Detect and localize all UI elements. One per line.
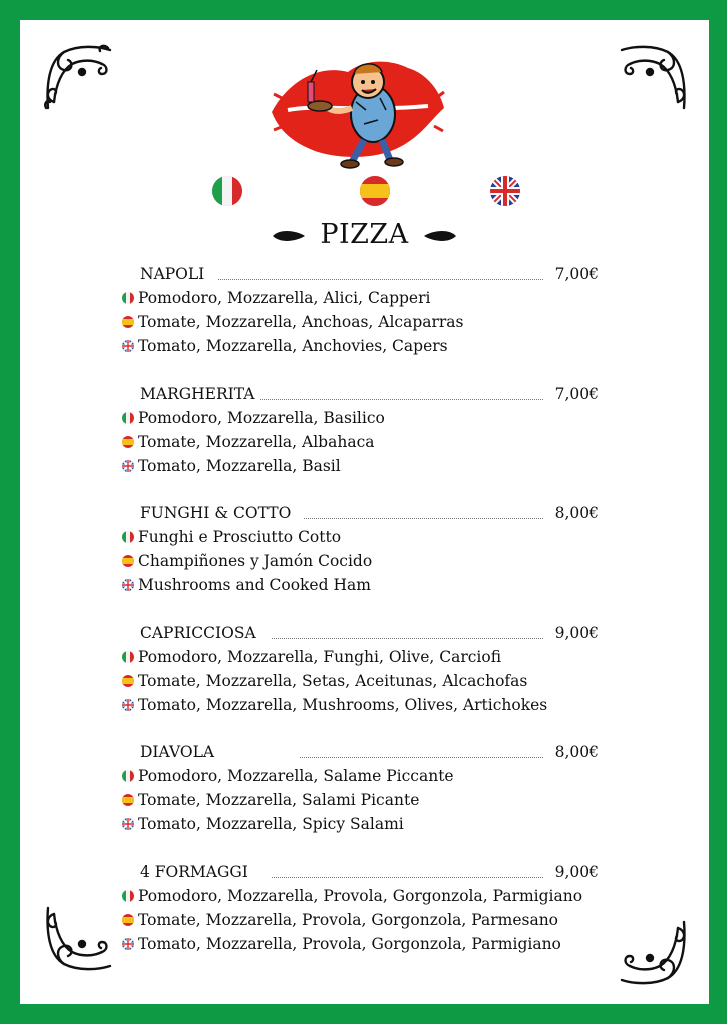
desc-italian: Pomodoro, Mozzarella, Funghi, Olive, Carciofi bbox=[138, 647, 502, 666]
spain-flag-icon bbox=[122, 794, 134, 806]
uk-flag-icon bbox=[122, 460, 134, 472]
desc-spanish: Tomate, Mozzarella, Salami Picante bbox=[138, 791, 420, 809]
desc-italian: Pomodoro, Mozzarella, Basilico bbox=[138, 408, 385, 427]
desc-spanish: Champiñones y Jamón Cocido bbox=[138, 552, 373, 570]
leader-dots bbox=[304, 516, 543, 519]
spain-flag-icon bbox=[122, 555, 134, 567]
italy-flag-icon bbox=[122, 531, 134, 543]
item-name: MARGHERITA bbox=[140, 382, 256, 406]
menu-item bbox=[120, 860, 605, 980]
leader-dots bbox=[218, 277, 543, 280]
desc-english: Tomato, Mozzarella, Spicy Salami bbox=[138, 815, 404, 833]
menu-item bbox=[120, 621, 605, 741]
uk-flag-icon bbox=[122, 579, 134, 591]
uk-flag-icon bbox=[122, 340, 134, 352]
desc-spanish: Tomate, Mozzarella, Provola, Gorgonzola, Parmesano bbox=[138, 910, 559, 929]
italy-flag-icon bbox=[122, 770, 134, 782]
corner-flourish-icon bbox=[618, 916, 690, 988]
uk-flag-icon bbox=[122, 699, 134, 711]
item-price: 9,00€ bbox=[554, 862, 599, 881]
italy-flag-icon bbox=[122, 412, 134, 424]
italy-flag-icon bbox=[122, 890, 134, 902]
desc-italian: Pomodoro, Mozzarella, Alici, Capperi bbox=[138, 289, 431, 307]
desc-italian: Funghi e Prosciutto Cotto bbox=[138, 528, 342, 546]
desc-spanish: Tomate, Mozzarella, Setas, Aceitunas, Alcachofas bbox=[138, 671, 528, 690]
item-price: 7,00€ bbox=[554, 265, 599, 283]
menu-item bbox=[120, 740, 605, 860]
desc-english: Tomato, Mozzarella, Anchovies, Capers bbox=[138, 337, 448, 355]
pizza-menu-list bbox=[120, 262, 605, 979]
corner-flourish-icon bbox=[618, 42, 690, 114]
corner-flourish-icon bbox=[42, 42, 114, 114]
pizza-mascot-icon bbox=[268, 42, 446, 170]
section-title bbox=[20, 218, 709, 252]
uk-flag-icon[interactable] bbox=[490, 176, 520, 206]
desc-italian: Pomodoro, Mozzarella, Provola, Gorgonzola, Parmigiano bbox=[138, 886, 583, 905]
leader-dots bbox=[300, 755, 543, 758]
section-title-text: PIZZA bbox=[320, 219, 409, 250]
item-price: 9,00€ bbox=[554, 623, 599, 642]
item-name: 4 FORMAGGI bbox=[140, 860, 250, 884]
italy-flag-icon[interactable] bbox=[212, 176, 242, 206]
desc-english: Tomato, Mozzarella, Mushrooms, Olives, Artichokes bbox=[138, 695, 548, 714]
spain-flag-icon[interactable] bbox=[360, 176, 390, 206]
leader-dots bbox=[272, 875, 543, 878]
desc-english: Mushrooms and Cooked Ham bbox=[138, 576, 371, 594]
item-name: FUNGHI & COTTO bbox=[140, 501, 293, 525]
menu-item bbox=[120, 262, 605, 382]
item-name: NAPOLI bbox=[140, 262, 206, 286]
italy-flag-icon bbox=[122, 651, 134, 663]
spain-flag-icon bbox=[122, 914, 134, 926]
item-price: 7,00€ bbox=[554, 384, 599, 403]
ornament-left-icon bbox=[271, 229, 307, 243]
menu-item bbox=[120, 382, 605, 502]
desc-english: Tomato, Mozzarella, Basil bbox=[138, 456, 341, 475]
uk-flag-icon bbox=[122, 818, 134, 830]
item-name: CAPRICCIOSA bbox=[140, 621, 258, 645]
italy-flag-icon bbox=[122, 292, 134, 304]
menu-item bbox=[120, 501, 605, 621]
item-name: DIAVOLA bbox=[140, 740, 216, 764]
desc-spanish: Tomate, Mozzarella, Anchoas, Alcaparras bbox=[138, 313, 464, 331]
spain-flag-icon bbox=[122, 675, 134, 687]
spain-flag-icon bbox=[122, 316, 134, 328]
ornament-right-icon bbox=[422, 229, 458, 243]
item-price: 8,00€ bbox=[554, 504, 599, 522]
desc-spanish: Tomate, Mozzarella, Albahaca bbox=[138, 432, 375, 451]
desc-english: Tomato, Mozzarella, Provola, Gorgonzola, Parmigiano bbox=[138, 934, 561, 953]
uk-flag-icon bbox=[122, 938, 134, 950]
desc-italian: Pomodoro, Mozzarella, Salame Piccante bbox=[138, 767, 454, 785]
item-price: 8,00€ bbox=[554, 743, 599, 761]
spain-flag-icon bbox=[122, 436, 134, 448]
corner-flourish-icon bbox=[42, 902, 114, 974]
menu-page bbox=[20, 20, 709, 1004]
leader-dots bbox=[272, 636, 543, 639]
leader-dots bbox=[260, 397, 543, 400]
